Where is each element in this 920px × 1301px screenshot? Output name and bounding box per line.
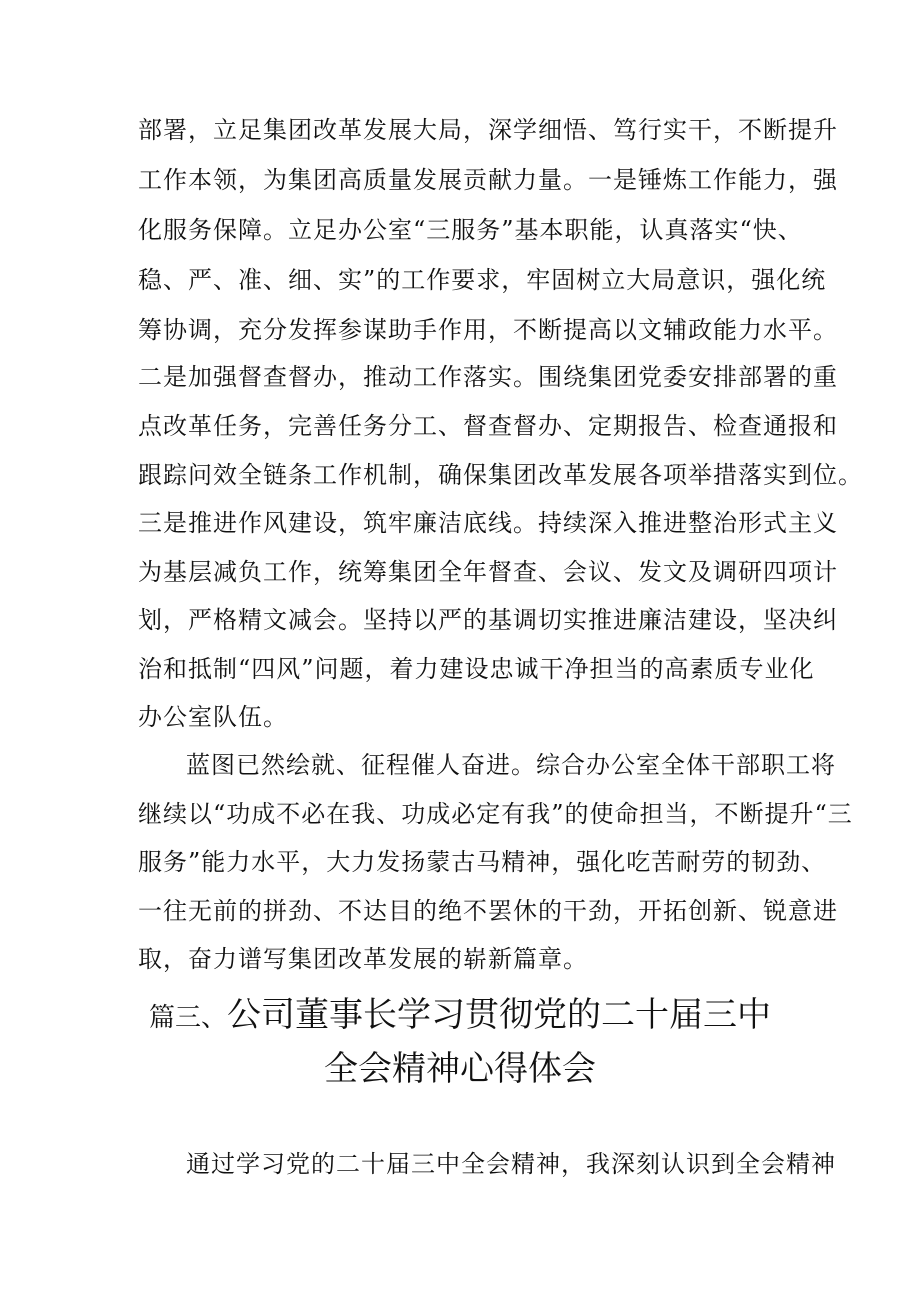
paragraph-line: 服务”能力水平，大力发扬蒙古马精神，强化吃苦耐劳的韧劲、	[138, 848, 827, 876]
paragraph-line: 通过学习党的二十届三中全会精神，我深刻认识到全会精神	[186, 1150, 836, 1178]
section-heading-prefix: 篇三、	[148, 1003, 227, 1033]
paragraph-line: 点改革任务，完善任务分工、督查督办、定期报告、检查通报和	[138, 412, 838, 440]
paragraph-line: 部署，立足集团改革发展大局，深学细悟、笃行实干，不断提升	[138, 116, 838, 144]
paragraph-line: 筹协调，充分发挥参谋助手作用，不断提高以文辅政能力水平。	[138, 316, 838, 344]
section-heading-line-1	[0, 993, 920, 1040]
section-heading-title: 公司董事长学习贯彻党的二十届三中	[227, 995, 771, 1035]
section-heading-line-2: 全会精神心得体会	[324, 1049, 596, 1089]
paragraph-line: 蓝图已然绘就、征程催人奋进。综合办公室全体干部职工将	[186, 751, 836, 779]
paragraph-line: 取，奋力谱写集团改革发展的崭新篇章。	[138, 945, 588, 973]
paragraph-line: 三是推进作风建设，筑牢廉洁底线。持续深入推进整治形式主义	[138, 509, 838, 537]
paragraph-line: 工作本领，为集团高质量发展贡献力量。一是锤炼工作能力，强	[138, 166, 838, 194]
paragraph-line: 继续以“功成不必在我、功成必定有我”的使命担当，不断提升“三	[138, 800, 853, 828]
paragraph-line: 办公室队伍。	[138, 703, 288, 731]
paragraph-line: 划，严格精文减会。坚持以严的基调切实推进廉洁建设，坚决纠	[138, 606, 838, 634]
paragraph-line: 稳、严、准、细、实”的工作要求，牢固树立大局意识，强化统	[138, 266, 827, 294]
paragraph-line: 化服务保障。立足办公室“三服务”基本职能，认真落实“快、	[138, 216, 803, 244]
paragraph-line: 为基层减负工作，统筹集团全年督查、会议、发文及调研四项计	[138, 558, 838, 586]
paragraph-line: 跟踪问效全链条工作机制，确保集团改革发展各项举措落实到位。	[138, 461, 863, 489]
paragraph-line: 一往无前的拼劲、不达目的绝不罢休的干劲，开拓创新、锐意进	[138, 897, 838, 925]
paragraph-line: 二是加强督查督办，推动工作落实。围绕集团党委安排部署的重	[138, 363, 838, 391]
paragraph-line: 治和抵制“四风”问题，着力建设忠诚干净担当的高素质专业化	[138, 655, 815, 683]
